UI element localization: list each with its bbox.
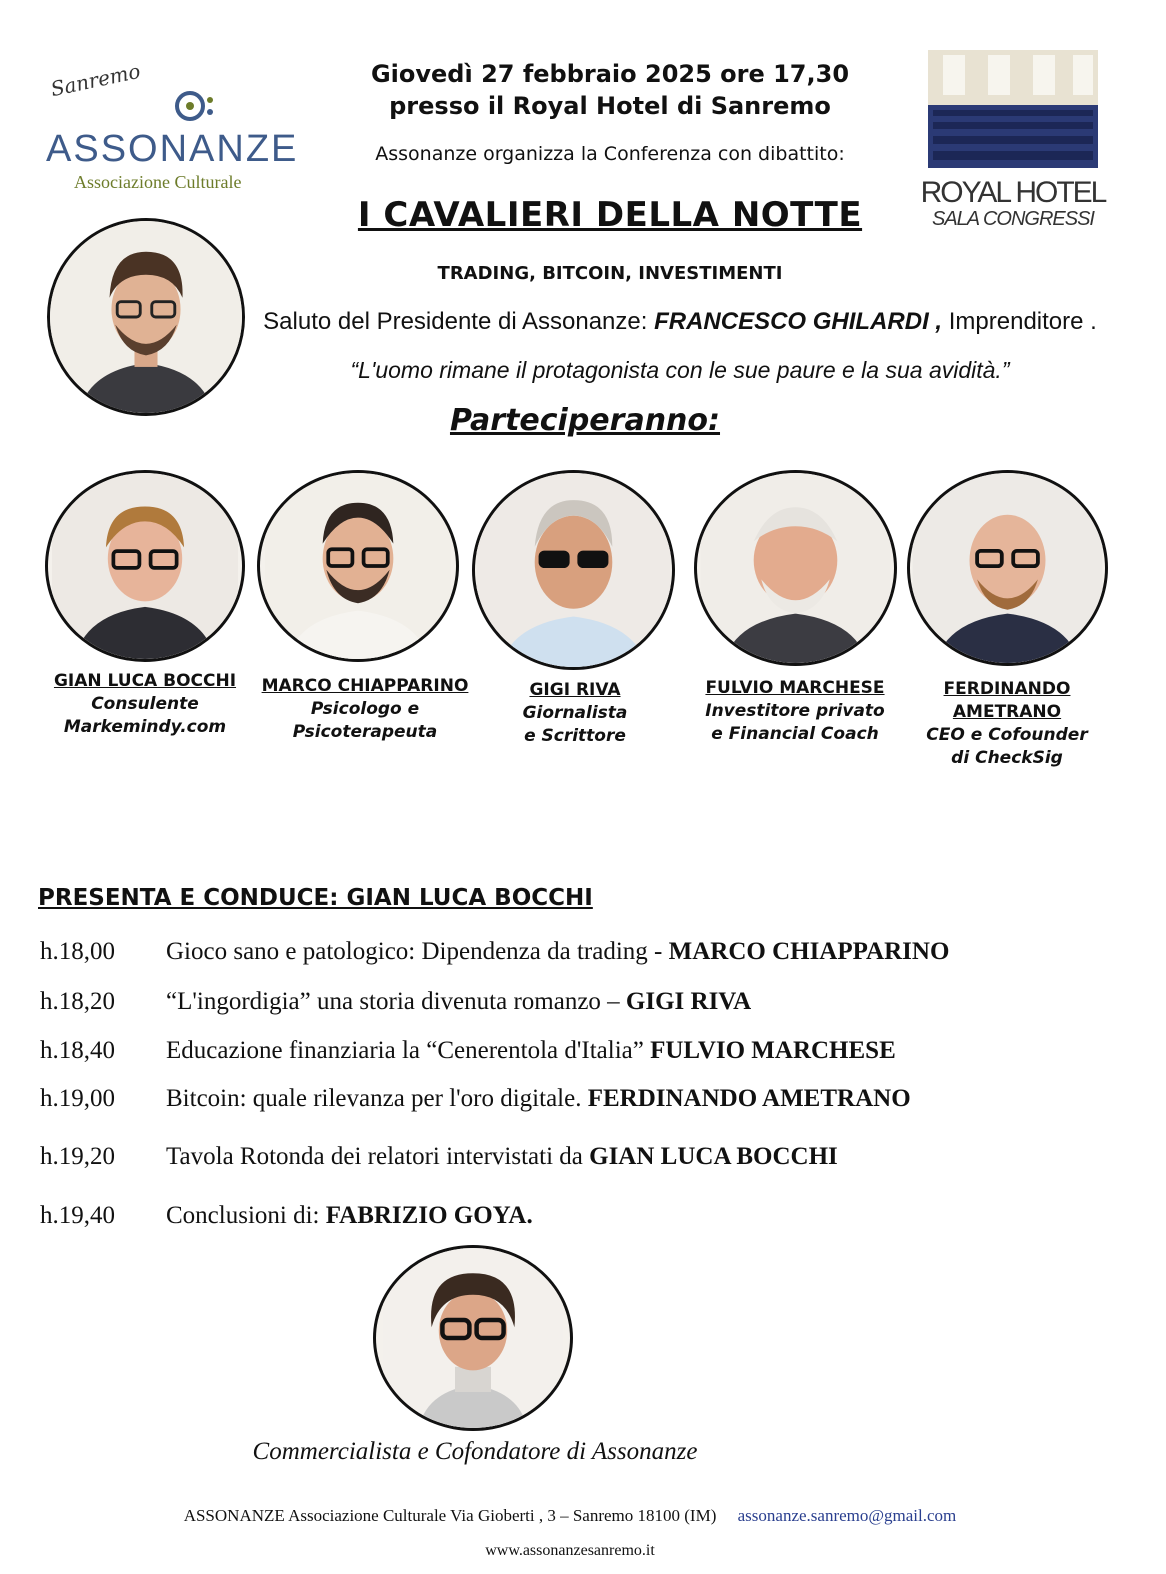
royal-hotel-logo — [918, 178, 1108, 231]
quote: “L'uomo rimane il protagonista con le sue paure e la sua avidità.” — [350, 357, 1010, 383]
program-row — [40, 1202, 533, 1230]
speaker-portrait-marchese — [694, 470, 897, 666]
saluto-suffix: Imprenditore . — [948, 308, 1097, 335]
program-speaker: FULVIO MARCHESE — [650, 1037, 896, 1064]
hotel-name: ROYAL HOTEL — [920, 176, 1106, 209]
program-text: “L'ingordigia” una storia divenuta romanzo – — [166, 988, 620, 1015]
program-text: Gioco sano e patologico: Dipendenza da trading - — [166, 938, 663, 965]
program-text: Tavola Rotonda dei relatori intervistati da — [166, 1143, 583, 1170]
assonanze-logo — [40, 60, 310, 210]
program-time: h.19,40 — [40, 1202, 115, 1229]
closing-speaker-role: Commercialista e Cofondatore di Assonanze — [252, 1438, 698, 1465]
speaker-caption-marchese — [680, 677, 910, 746]
program-speaker: GIGI RIVA — [625, 988, 752, 1015]
conference-hall-photo — [928, 50, 1098, 168]
program-time: h.19,00 — [40, 1085, 115, 1112]
program-speaker: MARCO CHIAPPARINO — [668, 938, 950, 965]
speaker-name: FULVIO MARCHESE — [705, 678, 885, 698]
speaker-caption-ametrano — [892, 678, 1122, 770]
footer-email-link[interactable]: assonanze.sanremo@gmail.com — [737, 1506, 957, 1525]
speaker-name: MARCO CHIAPPARINO — [261, 676, 469, 696]
saluto-name: FRANCESCO GHILARDI , — [654, 308, 943, 335]
organizza-line: Assonanze organizza la Conferenza con dibattito: — [375, 143, 845, 165]
speaker-role: Psicologo e — [310, 699, 420, 719]
footer-address: ASSONANZE Associazione Culturale Via Gioberti , 3 – Sanremo 18100 (IM) — [183, 1506, 717, 1525]
speaker-name-2: AMETRANO — [952, 702, 1062, 722]
speaker-role: Consulente — [91, 694, 199, 714]
program-row — [40, 938, 949, 966]
speaker-name: GIAN LUCA BOCCHI — [53, 671, 237, 691]
program-speaker: GIAN LUCA BOCCHI — [589, 1143, 838, 1170]
speaker-role: Psicoterapeuta — [292, 722, 438, 742]
program-speaker: FABRIZIO GOYA. — [325, 1202, 533, 1229]
logo-wordmark: ASSONANZE — [46, 128, 299, 170]
program-row — [40, 1037, 896, 1065]
logo-script-text: Sanremo — [48, 58, 143, 102]
speaker-role: Giornalista — [522, 703, 628, 723]
program-row — [40, 1085, 911, 1113]
event-venue: presso il Royal Hotel di Sanremo — [389, 92, 831, 120]
speaker-caption-chiapparino — [250, 675, 480, 744]
speaker-role: e Financial Coach — [711, 724, 879, 744]
speaker-portrait-chiapparino — [257, 470, 459, 662]
speaker-portrait-ametrano — [907, 470, 1108, 666]
speaker-role: e Scrittore — [524, 726, 626, 746]
program-row — [40, 1143, 838, 1171]
speaker-portrait-bocchi — [45, 470, 245, 662]
conference-title: I CAVALIERI DELLA NOTTE — [357, 195, 863, 235]
program-time: h.18,20 — [40, 988, 115, 1015]
event-date-block — [320, 58, 900, 122]
program-text: Bitcoin: quale rilevanza per l'oro digitale. — [166, 1085, 588, 1112]
president-portrait — [47, 218, 245, 416]
speaker-role: Markemindy.com — [63, 717, 227, 737]
footer-website-link[interactable]: www.assonanzesanremo.it — [485, 1542, 655, 1559]
speaker-role: di CheckSig — [951, 748, 1063, 768]
program-time: h.19,20 — [40, 1143, 115, 1170]
presenta-heading: PRESENTA E CONDUCE: GIAN LUCA BOCCHI — [38, 885, 593, 911]
program-row — [40, 988, 751, 1016]
parteciperanno-heading: Parteciperanno: — [449, 403, 721, 438]
logo-mark-icon — [168, 80, 228, 130]
footer-address-line — [0, 1506, 1140, 1526]
conference-subtitle: TRADING, BITCOIN, INVESTIMENTI — [437, 263, 783, 284]
event-date: Giovedì 27 febbraio 2025 ore 17,30 — [370, 60, 850, 88]
speaker-role: Investitore privato — [705, 701, 885, 721]
speaker-name: GIGI RIVA — [529, 680, 621, 700]
speaker-name: FERDINANDO — [943, 679, 1071, 699]
saluto-prefix: Saluto del Presidente di Assonanze: — [263, 308, 648, 335]
closing-speaker-portrait — [373, 1245, 573, 1431]
logo-subtitle: Associazione Culturale — [74, 172, 242, 192]
program-speaker: FERDINANDO AMETRANO — [587, 1085, 911, 1112]
saluto-line — [230, 308, 1130, 336]
program-time: h.18,40 — [40, 1037, 115, 1064]
speaker-caption-bocchi — [30, 670, 260, 739]
speaker-role: CEO e Cofounder — [926, 725, 1088, 745]
hotel-subname: SALA CONGRESSI — [932, 208, 1094, 230]
program-time: h.18,00 — [40, 938, 115, 965]
speaker-caption-riva — [460, 679, 690, 748]
program-text: Educazione finanziaria la “Cenerentola d'Italia” — [166, 1037, 644, 1064]
program-text: Conclusioni di: — [166, 1202, 320, 1229]
speaker-portrait-riva — [472, 470, 675, 670]
